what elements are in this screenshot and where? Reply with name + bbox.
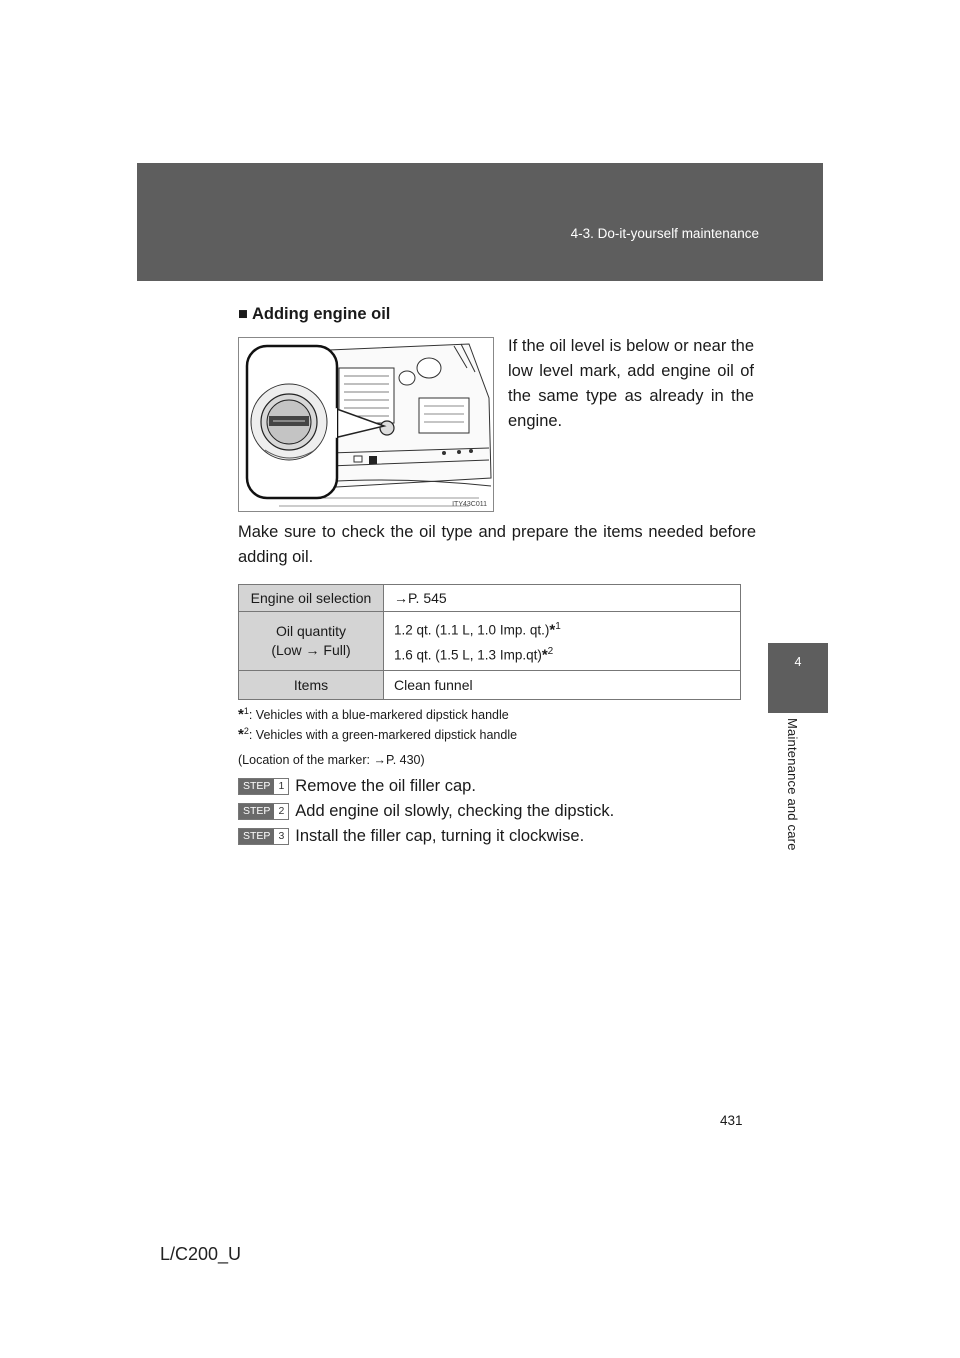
section-heading xyxy=(238,305,390,324)
table-row xyxy=(239,671,741,700)
step-text: Install the filler cap, turning it clockwise. xyxy=(295,827,585,845)
footnote-star: * xyxy=(541,646,548,664)
value-line xyxy=(394,616,730,642)
step-number: 1 xyxy=(274,779,288,794)
step-text: Remove the oil filler cap. xyxy=(295,777,476,795)
step-1 xyxy=(238,777,476,796)
footnote-number: 2 xyxy=(243,726,249,736)
row-value: →P. 545 xyxy=(384,585,741,612)
figure-caption-text: If the oil level is below or near the low level mark, add engine oil of the same type as already in the engine. xyxy=(508,337,754,430)
footnote-2 xyxy=(238,726,517,743)
step-word: STEP xyxy=(239,829,274,844)
heading-bullet: ■ xyxy=(238,305,248,323)
model-code: L/C200_U xyxy=(160,1244,242,1264)
heading-text: Adding engine oil xyxy=(251,305,391,323)
section-title: 4-3. Do-it-yourself maintenance xyxy=(570,226,759,241)
row-value xyxy=(384,612,741,671)
figure-code: ITY43C011 xyxy=(452,501,487,508)
row-label: Engine oil selection xyxy=(239,585,384,612)
step-number: 3 xyxy=(274,829,288,844)
oil-spec-table xyxy=(238,584,741,700)
step-badge xyxy=(238,803,289,820)
footnote-star: * xyxy=(238,726,244,744)
step-number: 2 xyxy=(274,804,288,819)
step-word: STEP xyxy=(239,804,274,819)
value-text: 1.6 qt. (1.5 L, 1.3 Imp.qt) xyxy=(394,647,542,663)
row-label xyxy=(239,612,384,671)
row-value: Clean funnel xyxy=(384,671,741,700)
step-3 xyxy=(238,827,584,846)
marker-location-note: (Location of the marker: →P. 430) xyxy=(238,753,425,767)
intro-paragraph: Make sure to check the oil type and prepare the items needed before adding oil. xyxy=(238,523,756,566)
table-row xyxy=(239,612,741,671)
footnote-text: : Vehicles with a green-markered dipstick handle xyxy=(248,728,518,743)
footnote-ref: 2 xyxy=(547,646,554,657)
engine-bay-illustration xyxy=(239,338,494,512)
step-word: STEP xyxy=(239,779,274,794)
value-line xyxy=(394,641,730,667)
footnote-star: * xyxy=(549,621,556,638)
table-row xyxy=(239,585,741,612)
chapter-tab xyxy=(768,643,828,713)
step-text: Add engine oil slowly, checking the dipstick. xyxy=(295,802,615,820)
step-badge xyxy=(238,778,289,795)
step-2 xyxy=(238,802,614,821)
footnote-1 xyxy=(238,706,509,723)
header-band xyxy=(137,163,823,281)
row-label: Items xyxy=(239,671,384,700)
chapter-title: Maintenance and care xyxy=(785,718,800,851)
label-line: Oil quantity xyxy=(275,623,347,639)
chapter-number: 4 xyxy=(794,655,802,669)
value-text: 1.2 qt. (1.1 L, 1.0 Imp. qt.) xyxy=(394,622,550,637)
footnote-number: 1 xyxy=(243,706,249,716)
engine-bay-figure xyxy=(238,337,494,512)
footnote-star: * xyxy=(238,706,244,724)
footnote-text: : Vehicles with a blue-markered dipstick handle xyxy=(248,708,509,723)
step-badge xyxy=(238,828,289,845)
label-line: (Low → Full) xyxy=(271,642,351,658)
page-number: 431 xyxy=(720,1113,743,1128)
footnote-ref: 1 xyxy=(555,620,561,632)
